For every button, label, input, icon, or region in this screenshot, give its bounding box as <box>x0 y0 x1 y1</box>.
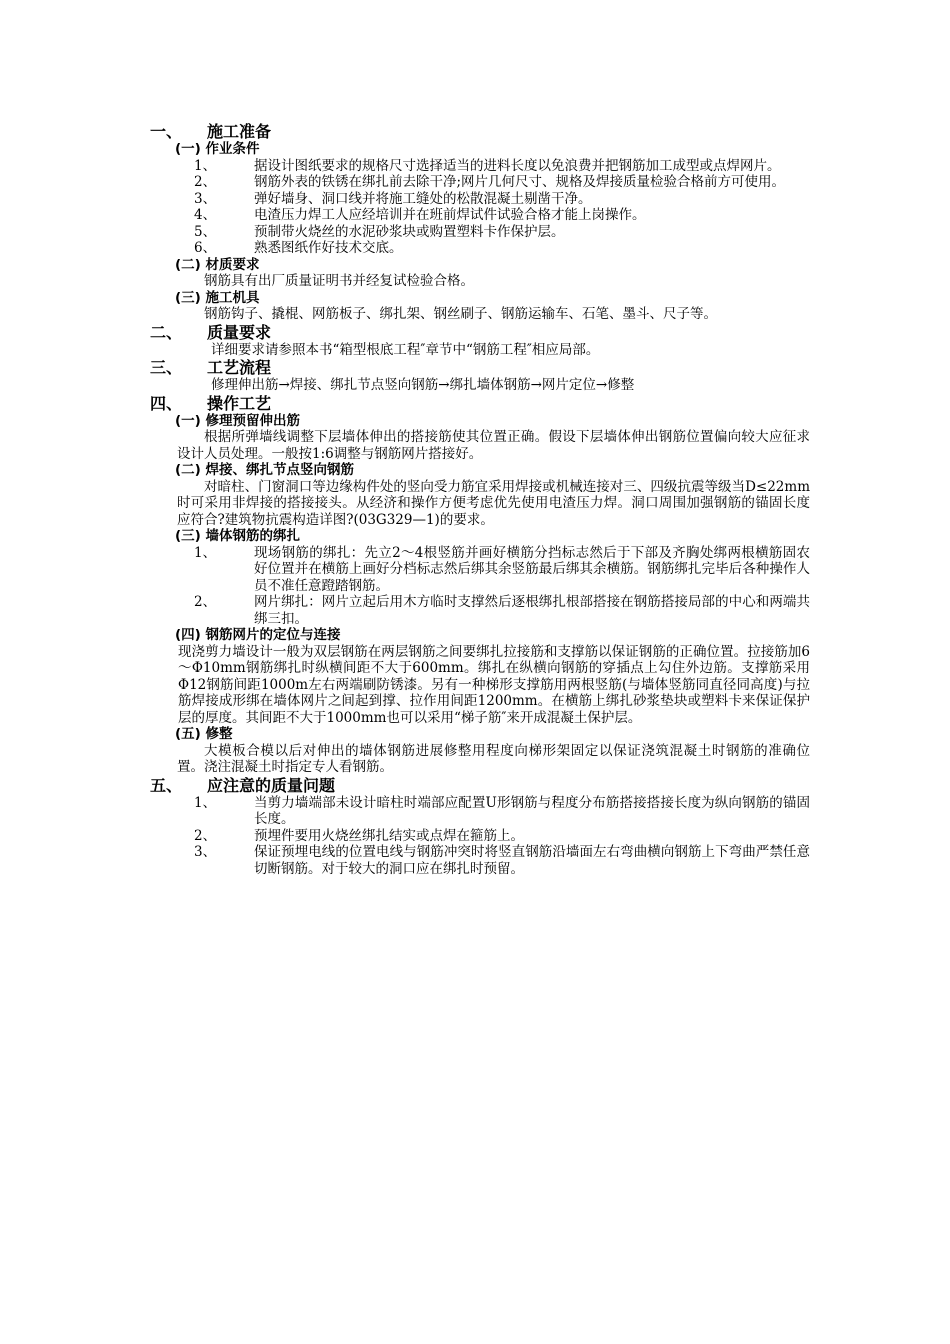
section-title: 操作工艺 <box>207 393 272 413</box>
subsection-heading: (三) 墙体钢筋的绑扎 <box>175 528 301 544</box>
section-number: 一、 <box>150 122 183 141</box>
document-body <box>150 122 810 877</box>
item-number: 6、 <box>194 240 217 256</box>
subsection-heading: (三) 施工机具 <box>175 289 260 306</box>
item-number: 2、 <box>194 174 217 190</box>
subsection-heading: (二) 材质要求 <box>175 256 260 273</box>
list-item <box>150 844 810 877</box>
item-text: 熟悉图纸作好技术交底。 <box>254 240 403 256</box>
list-item <box>150 207 810 224</box>
section-heading <box>150 122 810 141</box>
section-heading <box>150 358 810 377</box>
section-number: 三、 <box>150 358 183 377</box>
list-item <box>150 224 810 241</box>
section-heading <box>150 776 810 795</box>
paragraph: 对暗柱、门窗洞口等边缘构件处的竖向受力筋宜采用焊接或机械连接对三、四级抗震等级当D≤22mm时可采用非焊接的搭接接头。从经济和操作方便考虑优先使用电渣压力焊。洞口周围加强钢筋的锚固长度应符合?建筑物抗震构造详图?(03G329—1)的要求。 <box>177 478 810 528</box>
subsection-heading: (二) 焊接、绑扎节点竖向钢筋 <box>175 462 355 478</box>
section-heading <box>150 394 810 413</box>
item-number: 3、 <box>194 190 217 207</box>
item-number: 1、 <box>194 544 217 561</box>
item-number: 1、 <box>194 157 217 174</box>
item-text: 保证预埋电线的位置电线与钢筋冲突时将竖直钢筋沿墙面左右弯曲横向钢筋上下弯曲严禁任意切断钢筋。对于较大的洞口应在绑扎时预留。 <box>254 844 810 877</box>
paragraph: 钢筋钩子、撬棍、网筋板子、绑扎架、钢丝刷子、钢筋运输车、石笔、墨斗、尺子等。 <box>204 306 717 322</box>
item-number: 2、 <box>194 594 217 610</box>
item-number: 1、 <box>194 794 217 811</box>
paragraph: 根据所弹墙线调整下层墙体伸出的搭接筋使其位置正确。假设下层墙体伸出钢筋位置偏向较大应征求设计人员处理。一般按1:6调整与钢筋网片搭接好。 <box>177 429 810 462</box>
subsection-heading: (一) 修理预留伸出筋 <box>175 412 301 429</box>
item-text: 电渣压力焊工人应经培训并在班前焊试件试验合格才能上岗操作。 <box>254 207 646 223</box>
section-number: 四、 <box>150 393 183 413</box>
section-title: 施工准备 <box>207 122 272 141</box>
item-text: 现场钢筋的绑扎：先立2～4根竖筋并画好横筋分挡标志然后于下部及齐胸处绑两根横筋固农好位置并在横筋上画好分档标志然后绑其余竖筋最后绑其余横筋。钢筋绑扎完毕后各种操作人员不准任意蹬踏钢筋。 <box>254 544 810 594</box>
list-item <box>150 795 810 828</box>
item-text: 据设计图纸要求的规格尺寸选择适当的进料长度以免浪费并把钢筋加工成型或点焊网片。 <box>254 157 781 174</box>
item-number: 2、 <box>194 827 217 844</box>
paragraph: 钢筋具有出厂质量证明书并经复试检验合格。 <box>204 273 474 289</box>
list-item <box>150 158 810 175</box>
list-item <box>150 174 810 191</box>
section-title: 应注意的质量问题 <box>207 775 336 795</box>
paragraph: 现浇剪力墙设计一般为双层钢筋在两层钢筋之间要绑扎拉接筋和支撑筋以保证钢筋的正确位置。拉接筋加6～Φ10mm钢筋绑扎时纵横间距不大于600mm。绑扎在纵横向钢筋的穿插点上勾住外边筋。支撑筋采用 Φ12钢筋间距1000m左右两端刷防锈漆。另有一种梯形支撑筋用两根竖筋(与墙体竖筋同直径同高度)与拉筋焊接成形绑在墙体网片之间起到撑、拉作用间距1200mm。在横筋上绑扎砂浆垫块或塑料卡来保证保护层的厚度。其间距不大于1000mm也可以采用“梯子筋″来开成混凝土保护层。 <box>178 643 810 726</box>
item-text: 当剪力墙端部未设计暗柱时端部应配置U形钢筋与程度分布筋搭接搭接长度为纵向钢筋的锚固长度。 <box>254 794 810 827</box>
item-text: 钢筋外表的铁锈在绑扎前去除干净;网片几何尺寸、规格及焊接质量检验合格前方可使用。 <box>254 174 786 190</box>
list-item <box>150 828 810 845</box>
item-number: 3、 <box>194 844 217 860</box>
list-item <box>150 240 810 257</box>
subsection-heading: (五) 修整 <box>175 726 233 742</box>
paragraph: 修理伸出筋→焊接、绑扎节点竖向钢筋→绑扎墙体钢筋→网片定位→修整 <box>211 377 635 393</box>
item-text: 预埋件要用火烧丝绑扎结实或点焊在箍筋上。 <box>254 827 524 844</box>
subsection-heading: (一) 作业条件 <box>175 141 260 157</box>
list-item <box>150 594 810 627</box>
item-number: 4、 <box>194 207 217 223</box>
paragraph: 详细要求请参照本书“箱型根底工程″章节中“钢筋工程″相应局部。 <box>211 341 600 358</box>
section-title: 质量要求 <box>207 322 272 342</box>
item-number: 5、 <box>194 223 217 240</box>
list-item <box>150 545 810 595</box>
item-text: 预制带火烧丝的水泥砂浆块或购置塑料卡作保护层。 <box>254 223 565 240</box>
section-number: 五、 <box>150 775 183 795</box>
paragraph: 大模板合模以后对伸出的墙体钢筋进展修整用程度向梯形架固定以保证浇筑混凝土时钢筋的准确位置。浇注混凝土时指定专人看钢筋。 <box>177 742 810 775</box>
section-heading <box>150 323 810 342</box>
subsection-heading: (四) 钢筋网片的定位与连接 <box>175 627 341 643</box>
item-text: 网片绑扎：网片立起后用木方临时支撑然后逐根绑扎根部搭接在钢筋搭接局部的中心和两端共绑三扣。 <box>254 594 810 627</box>
list-item <box>150 191 810 208</box>
item-text: 弹好墙身、洞口线并将施工缝处的松散混凝土剔凿干净。 <box>254 190 592 207</box>
section-number: 二、 <box>150 322 183 342</box>
section-title: 工艺流程 <box>207 358 272 377</box>
